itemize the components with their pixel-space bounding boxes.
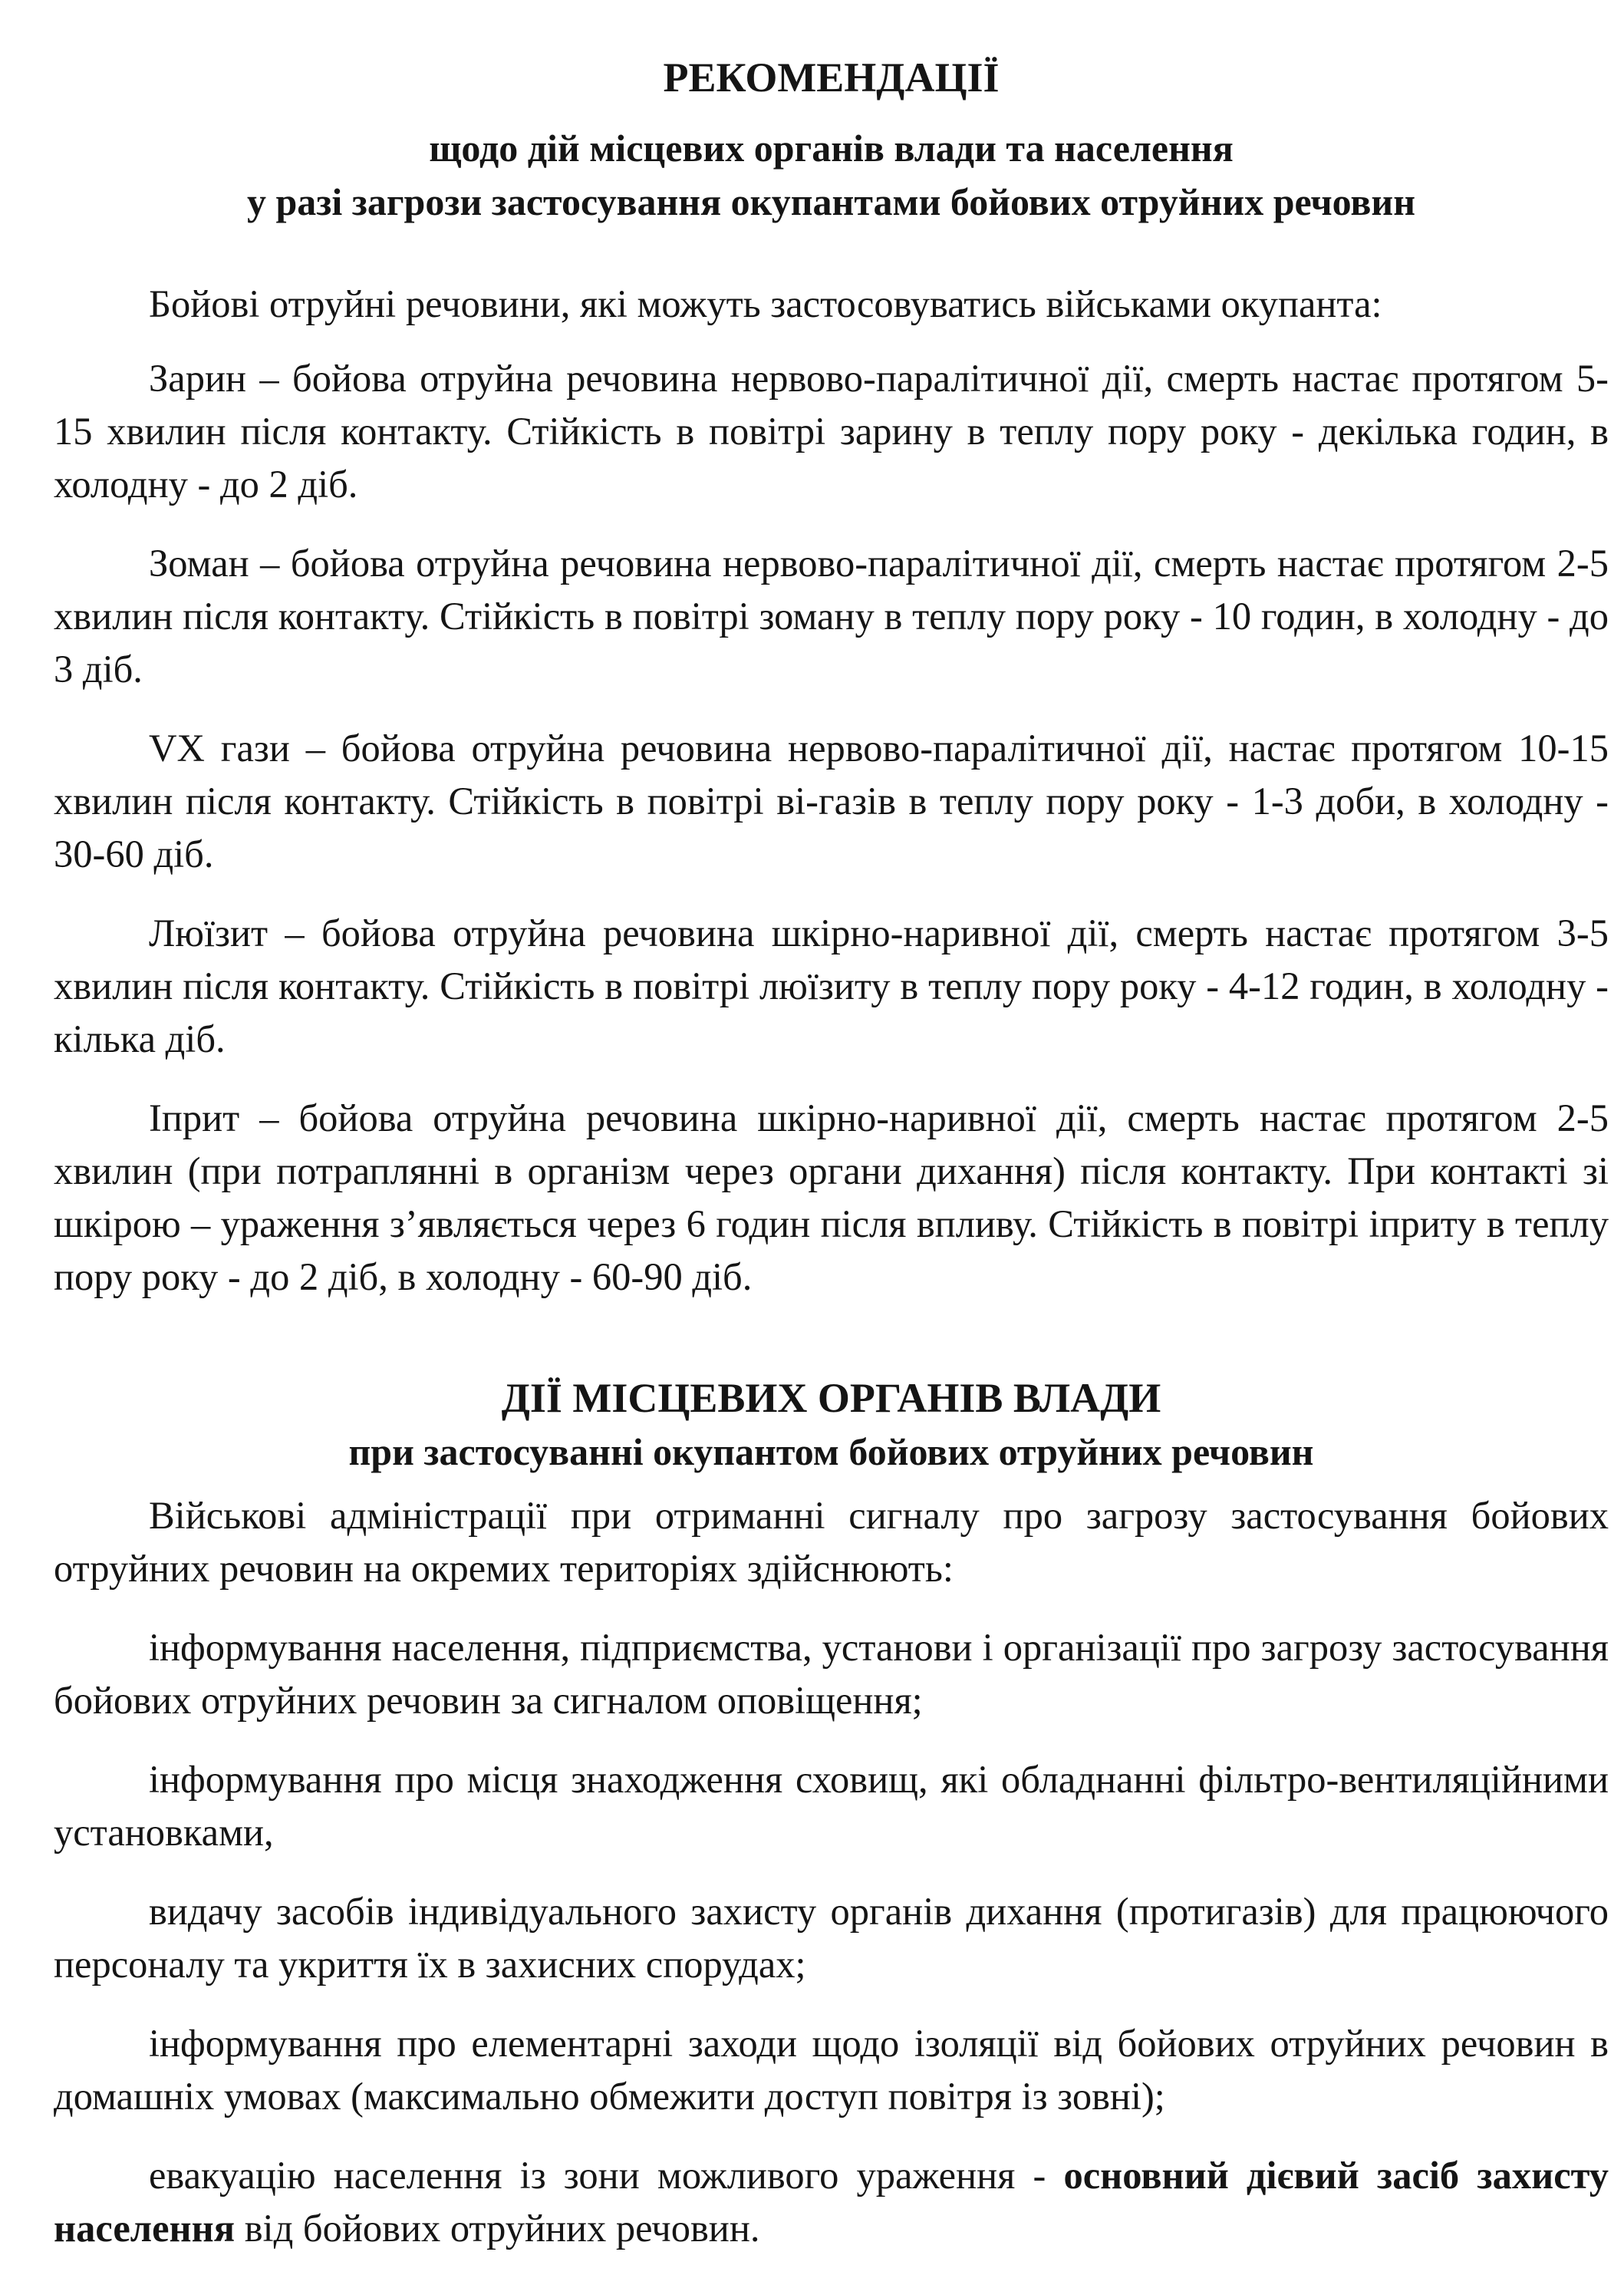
document-subtitle-line-2: у разі загрози застосування окупантами бойових отруйних речовин xyxy=(246,180,1416,223)
document-subtitle-line-1: щодо дій місцевих органів влади та населення xyxy=(429,127,1234,170)
action-item-inform-population: інформування населення, підприємства, установи і організації про загрозу застосування бойових отруйних речовин за сигналом оповіщення; xyxy=(54,1626,1609,1722)
agent-paragraph-lewisite: Люїзит – бойова отруйна речовина шкірно-наривної дії, смерть настає протягом 3-5 хвилин після контакту. Стійкість в повітрі люїзиту в теплу пору року - 4-12 годин, в холодну - кілька діб. xyxy=(54,912,1609,1060)
action-item-issue-gas-masks: видачу засобів індивідуального захисту органів дихання (протигазів) для працюючого персоналу та укриття їх в захисних спорудах; xyxy=(54,1890,1609,1986)
evacuation-lead-text: евакуацію населення із зони можливого ураження - xyxy=(149,2154,1064,2197)
document-title: РЕКОМЕНДАЦІЇ xyxy=(663,54,1000,101)
action-item-evacuation xyxy=(54,2149,1609,2255)
action-item-home-isolation: інформування про елементарні заходи щодо ізоляції від бойових отруйних речовин в домашніх умовах (максимально обмежити доступ повітря із зовні); xyxy=(54,2022,1609,2118)
action-item-inform-shelters: інформування про місця знаходження сховищ, які обладнанні фільтро-вентиляційними установками, xyxy=(54,1758,1609,1854)
actions-section-title: ДІЇ МІСЦЕВИХ ОРГАНІВ ВЛАДИ xyxy=(501,1375,1161,1421)
agent-paragraph-mustard: Іприт – бойова отруйна речовина шкірно-наривної дії, смерть настає протягом 2-5 хвилин (при потраплянні в організм через органи дихання) після контакту. При контакті зі шкірою – ураження з’являється через 6 годин після впливу. Стійкість в повітрі іприту в теплу пору року - до 2 діб, в холодну - 60-90 діб. xyxy=(54,1096,1609,1298)
agent-paragraph-sarin: Зарин – бойова отруйна речовина нервово-паралітичної дії, смерть настає протягом 5-15 хвилин після контакту. Стійкість в повітрі зарину в теплу пору року - декілька годин, в холодну - до 2 діб. xyxy=(54,357,1609,506)
agents-intro: Бойові отруйні речовини, які можуть застосовуватись військами окупанта: xyxy=(149,282,1382,325)
evacuation-tail-text: від бойових отруйних речовин. xyxy=(235,2207,760,2250)
evacuation-emphasis-text: основний дієвий засіб захисту населення xyxy=(54,2154,1609,2250)
actions-section-subtitle: при застосуванні окупантом бойових отруйних речовин xyxy=(348,1430,1314,1473)
actions-intro: Військові адміністрації при отриманні сигналу про загрозу застосування бойових отруйних речовин на окремих територіях здійснюють: xyxy=(54,1494,1609,1590)
agent-paragraph-soman: Зоман – бойова отруйна речовина нервово-паралітичної дії, смерть настає протягом 2-5 хвилин після контакту. Стійкість в повітрі зоману в теплу пору року - 10 годин, в холодну - до 3 діб. xyxy=(54,542,1609,691)
agent-paragraph-vx: VX гази – бойова отруйна речовина нервово-паралітичної дії, настає протягом 10-15 хвилин після контакту. Стійкість в повітрі ві-газів в теплу пору року - 1-3 доби, в холодну - 30-60 діб. xyxy=(54,727,1609,875)
